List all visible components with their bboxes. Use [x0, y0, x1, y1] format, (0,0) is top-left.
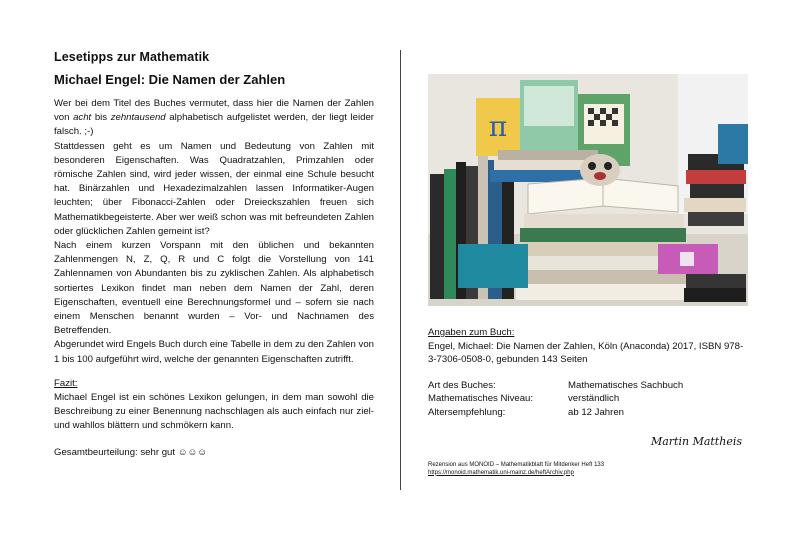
pi-book-symbol: π	[488, 110, 508, 143]
book-attributes	[428, 379, 748, 420]
source-note	[428, 461, 748, 477]
attr-value-level: verständlich	[568, 393, 620, 404]
attr-value-type: Mathematisches Sachbuch	[568, 379, 684, 391]
attr-value-age: ab 12 Jahren	[568, 406, 625, 418]
attr-label-type: Art des Buches:	[428, 379, 496, 391]
source-link[interactable]: https://monoid.mathematik.uni-mainz.de/heftArchiv.php	[428, 469, 574, 476]
intro-text-b: bis	[91, 112, 111, 124]
paragraph-table: Abgerundet wird Engels Buch durch eine Tabelle in dem zu den Zahlen von 1 bis 100 aufgeführt wird, welche der genannten Eigenschaften zutrifft.	[54, 339, 374, 365]
overall-rating: Gesamtbeurteilung: sehr gut ☺☺☺	[54, 446, 208, 458]
section-heading: Lesetipps zur Mathematik	[54, 50, 210, 64]
book-stack-illustration	[428, 74, 748, 306]
attr-label-age: Altersempfehlung:	[428, 406, 506, 418]
paragraph-intro	[54, 97, 374, 140]
source-line: Rezension aus MONOID – Mathematikblatt für Mitdenker Heft 133	[428, 461, 605, 468]
fazit-label: Fazit:	[54, 377, 78, 389]
paragraph-structure: Nach einem kurzen Vorspann mit den üblichen und bekannten Zahlenmengen N, Z, Q, R und C folgt die Vorstellung von 141 Zahlennamen von Abundanten bis zu zyklischen Zahlen. Als alphabetisch sortiertes Lexikon findet man neben dem Namen der Zahl, deren Eigenschaften, eventuell eine Berechnungsformel und – sofern sie nach einem Menschen benannt wurden – Vor- und Nachnamen des Betreffenden.	[54, 240, 374, 337]
book-citation: Engel, Michael: Die Namen der Zahlen, Köln (Anaconda) 2017, ISBN 978-3-7306-0508-0, gebunden 143 Seiten	[428, 340, 744, 365]
reviewer-signature: Martin Mattheis	[650, 435, 742, 448]
book-info-column	[428, 74, 748, 477]
column-divider	[400, 50, 401, 490]
book-details	[428, 326, 748, 477]
book-details-header: Angaben zum Buch:	[428, 327, 515, 338]
fazit-text: Michael Engel ist ein schönes Lexikon gelungen, in dem man sowohl die Beschreibung zu einer Benennung nachschlagen als auch einfach nur ziel- und wahllos blättern und schmökern kann.	[54, 392, 374, 432]
intro-text-c: alphabetisch aufgelistet werden, der liegt leider falsch. ;-)	[54, 112, 374, 138]
intro-text-a: Wer bei dem Titel des Buches vermutet, dass hier die Namen der Zahlen von	[54, 98, 374, 124]
book-stack-photo	[428, 74, 748, 306]
review-body	[54, 97, 374, 460]
attr-label-level: Mathematisches Niveau:	[428, 393, 534, 404]
intro-em-zehntausend: zehntausend	[110, 112, 166, 124]
intro-em-acht: acht	[73, 112, 92, 124]
paragraph-content: Stattdessen geht es um Namen und Bedeutung von Zahlen mit besonderen Eigenschaften. Was Quadratzahlen, Primzahlen oder römische Zahlen sind, wird jeder wissen, der einmal eine Schule besucht hat. Binärzahlen und Hexadezimalzahlen lassen Informatiker-Augen leuchten; über Fibonacci-Zahlen oder Dreieckszahlen freuen sich Mathematikbegeisterte. Aber wer weiß schon was mit befreundeten Zahlen oder glücklichen Zahlen gemeint ist?	[54, 140, 374, 237]
review-title: Michael Engel: Die Namen der Zahlen	[54, 72, 286, 87]
review-column	[54, 50, 374, 460]
